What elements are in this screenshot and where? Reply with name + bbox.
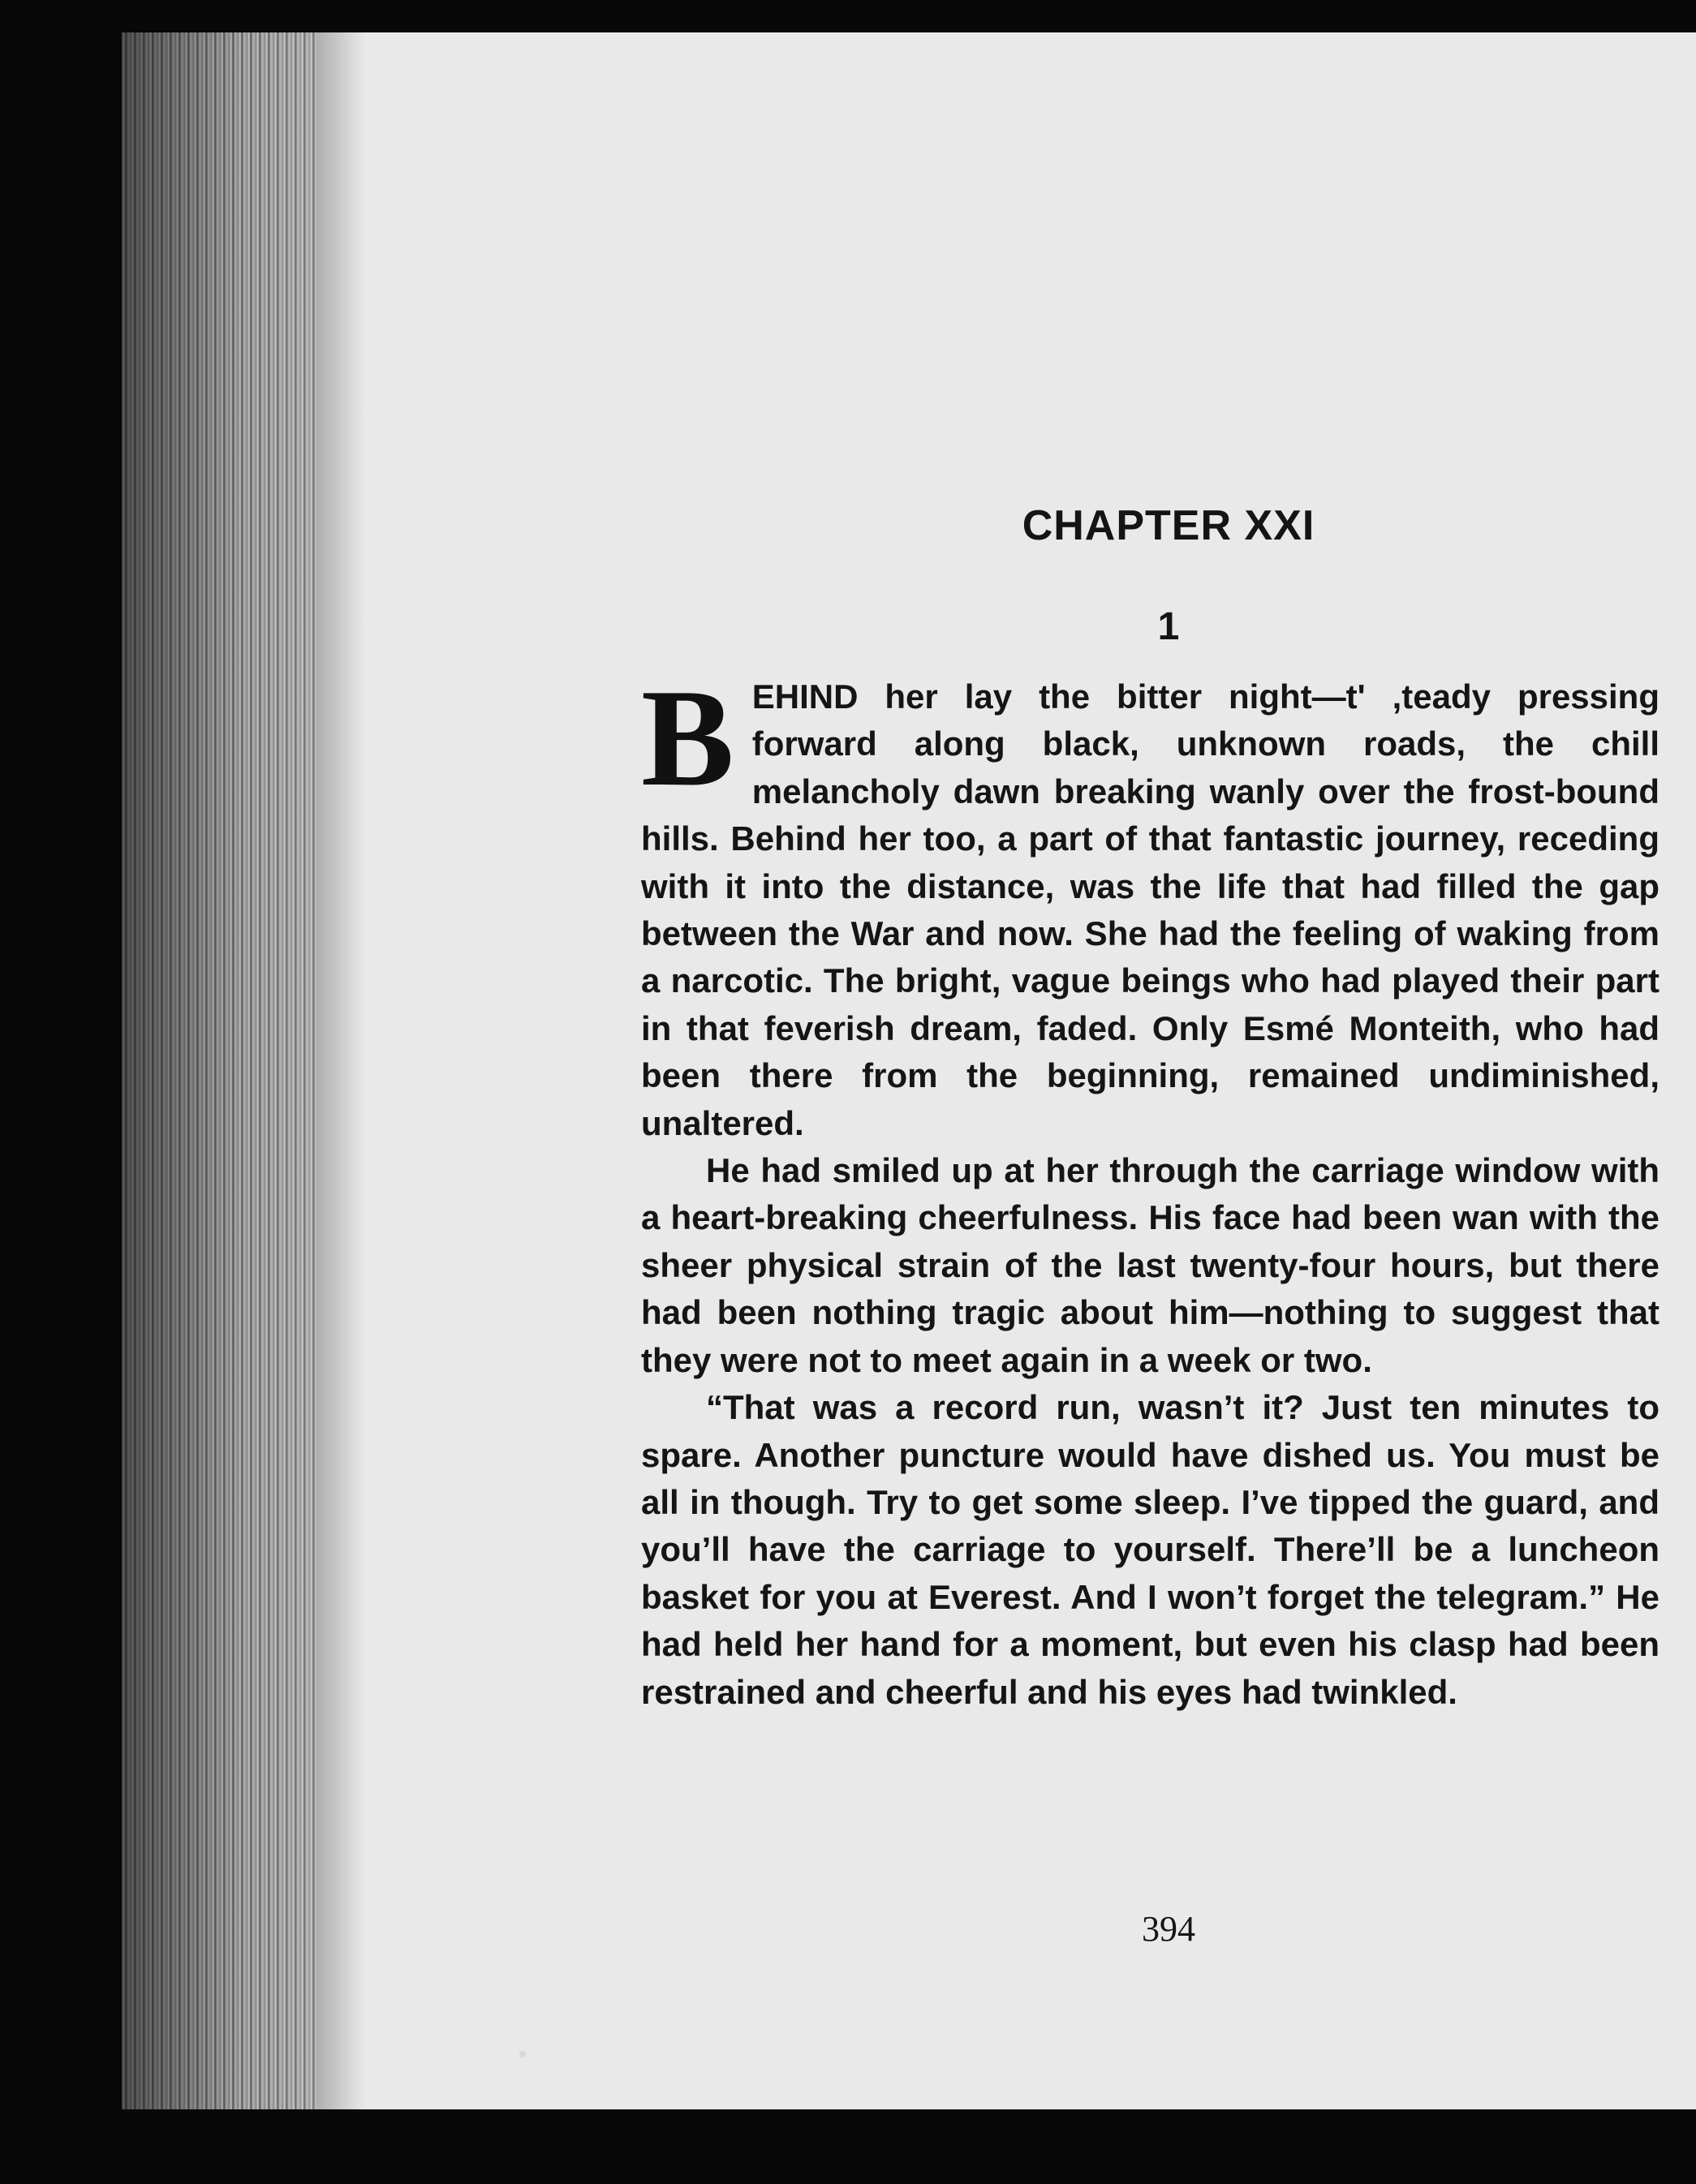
dust-speck (519, 2051, 526, 2057)
book-page-edges (122, 32, 325, 2134)
drop-cap: B (641, 661, 734, 815)
paragraph-1-text: EHIND her lay the bitter night—t' ,teady pressing forward along black, unknown roads, the chill melancholy dawn breaking wanly over the frost-bound hills. Behind her too, a part of that fantastic journey, receding with it into the distance, was the life that had filled the gap between the War and now. She had the feeling of waking from a narcotic. The bright, vague beings who had played their part in that feverish dream, faded. Only Esmé Monteith, who had been there from the beginning, remained undiminished, unaltered. (641, 677, 1659, 1142)
page-number: 394 (1142, 1909, 1195, 1949)
section-number: 1 (1157, 605, 1180, 648)
paragraph-1 (641, 661, 1659, 1147)
body-text (641, 661, 1659, 1716)
paragraph-2: He had smiled up at her through the carriage window with a heart-breaking cheerfulness. His face had been wan with the sheer physical strain of the last twenty-four hours, but there had been nothing tragic about him—nothing to suggest that they were not to meet again in a week or two. (641, 1151, 1659, 1379)
chapter-title: CHAPTER XXI (1022, 502, 1315, 549)
paragraph-3: “That was a record run, wasn’t it? Just ten minutes to spare. Another puncture would have dished us. You must be all in though. Try to get some sleep. I’ve tipped the guard, and you’ll have the carriage to yourself. There’ll be a luncheon basket for you at Everest. And I won’t forget the telegram.” He had held her hand for a moment, but even his clasp had been restrained and cheerful and his eyes had twinkled. (641, 1388, 1659, 1711)
gutter-shadow (316, 32, 365, 2109)
scan-bottom-edge (122, 2109, 1696, 2184)
